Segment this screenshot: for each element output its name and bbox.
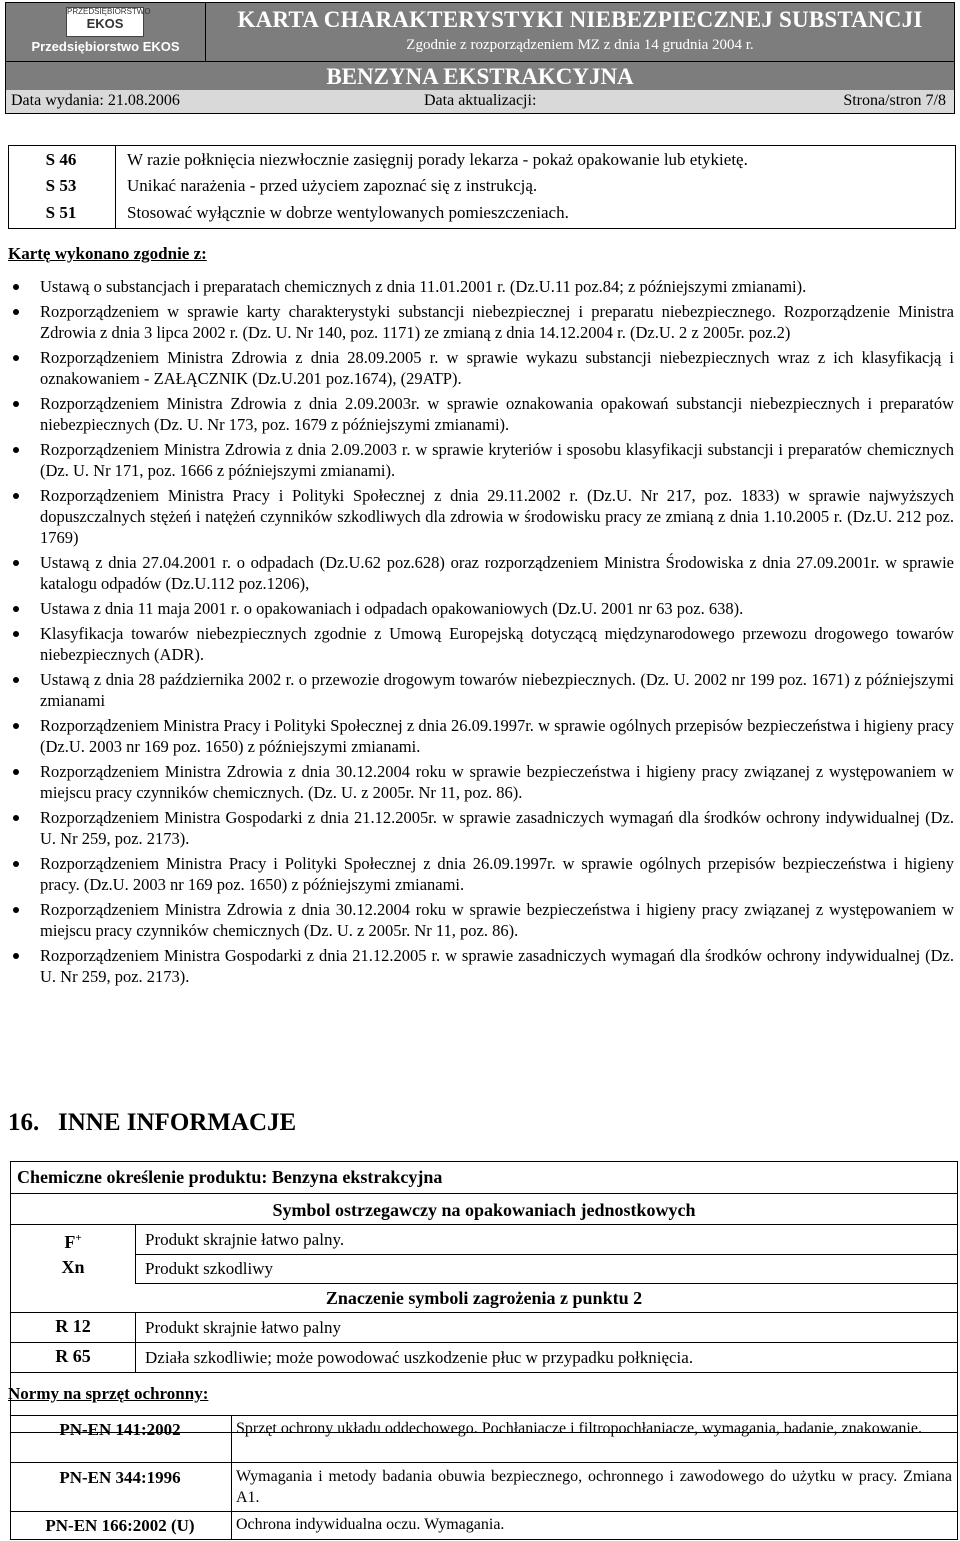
title-cell: [206, 3, 954, 61]
issue-date: Data wydania: 21.08.2006: [11, 92, 180, 109]
substance-name: BENZYNA EKSTRAKCYJNA: [326, 64, 634, 89]
s-phrase-text: Stosować wyłącznie w dobrze wentylowanych pomieszczeniach.: [127, 203, 569, 222]
norm-description: Ochrona indywidualna oczu. Wymagania.: [236, 1516, 505, 1533]
legal-reference-item: Rozporządzeniem Ministra Zdrowia z dnia 30.12.2004 roku w sprawie bezpieczeństwa i higieny pracy związanej z występowaniem w miejscu pracy czynników chemicznych (Dz. U. z 2005r. Nr 11, poz. 86).: [8, 899, 954, 941]
document-title: KARTA CHARAKTERYSTYKI NIEBEZPIECZNEJ SUBSTANCJI: [237, 7, 923, 32]
table-rule: [135, 1254, 957, 1255]
r-phrase-code: R 12: [55, 1316, 91, 1336]
norm-description: Wymagania i metody badania obuwia bezpiecznego, ochronnego i zawodowego do użytku w pracy. Zmiana A1.: [236, 1468, 952, 1506]
company-name: Przedsiębiorstwo EKOS: [31, 39, 180, 54]
r-phrase-text: Działa szkodliwie; może powodować uszkodzenie płuc w przypadku połknięcia.: [145, 1348, 694, 1367]
logo-subtext: PRZEDSIĘBIORSTWO: [67, 7, 151, 16]
substance-cell: [6, 61, 954, 90]
legal-reference-item: Ustawą z dnia 27.04.2001 r. o odpadach (Dz.U.62 poz.628) oraz rozporządzeniem Ministra Środowiska z dnia 27.09.2001r. w sprawie katalogu odpadów (Dz.U.112 poz.1206),: [8, 552, 954, 594]
table-rule: [11, 1312, 957, 1313]
update-date: Data aktualizacji:: [424, 92, 537, 109]
legal-reference-item: Rozporządzeniem Ministra Gospodarki z dnia 21.12.2005r. w sprawie zasadniczych wymagań dla środków ochrony indywidualnej (Dz. U. Nr 259, poz. 2173).: [8, 807, 954, 849]
legal-reference-item: Rozporządzeniem Ministra Gospodarki z dnia 21.12.2005 r. w sprawie zasadniczych wymagań dla środków ochrony indywidualnej (Dz. U. Nr 259, poz. 2173).: [8, 945, 954, 987]
table-column-divider: [135, 1224, 136, 1284]
legal-reference-item: Rozporządzeniem Ministra Zdrowia z dnia 28.09.2005 r. w sprawie wykazu substancji niebezpiecznych wraz z ich klasyfikacją i oznakowaniem - ZAŁĄCZNIK (Dz.U.201 poz.1674), (29ATP).: [8, 347, 954, 389]
legal-reference-item: Ustawa z dnia 11 maja 2001 r. o opakowaniach i odpadach opakowaniowych (Dz.U. 2001 nr 63 poz. 638).: [8, 598, 954, 619]
s-phrase-text: W razie połknięcia niezwłocznie zasięgnij porady lekarza - pokaż opakowanie lub etykietę.: [127, 150, 748, 169]
table-rule: [11, 1342, 957, 1343]
norm-code: PN-EN 344:1996: [59, 1468, 181, 1487]
legal-reference-item: Rozporządzeniem Ministra Zdrowia z dnia 2.09.2003 r. w sprawie kryteriów i sposobu klasyfikacji substancji i preparatów chemicznych (Dz. U. Nr 171, poz. 1666 z późniejszymi zmianami).: [8, 439, 954, 481]
hazard-symbol-text: Produkt szkodliwy: [145, 1259, 273, 1278]
document-header: [5, 2, 955, 114]
legal-references-list: [8, 276, 954, 991]
r-phrase-code: R 65: [55, 1346, 91, 1366]
table-rule: [135, 1283, 957, 1284]
s-phrase-row: [9, 202, 955, 226]
chemical-name-label: Chemiczne określenie produktu: Benzyna ekstrakcyjna: [11, 1162, 957, 1194]
table-rule: [11, 1462, 957, 1463]
legal-reference-item: Rozporządzeniem Ministra Pracy i Polityki Społecznej z dnia 26.09.1997r. w sprawie ogólnych przepisów bezpieczeństwa i higieny pracy. (Dz.U. 2003 nr 169 poz. 1650) z późniejszymi zmianami.: [8, 853, 954, 895]
table-column-divider: [231, 1416, 232, 1539]
legal-reference-item: Rozporządzeniem Ministra Zdrowia z dnia 2.09.2003r. w sprawie oznakowania opakowań substancji niebezpiecznych i preparatów niebezpiecznych (Dz. U. Nr 173, poz. 1679 z późniejszymi zmianami).: [8, 393, 954, 435]
table-rule: [11, 1372, 957, 1373]
symbols-heading: Symbol ostrzegawczy na opakowaniach jednostkowych: [272, 1200, 696, 1220]
hazard-symbol-letter: F: [64, 1232, 76, 1252]
hazard-symbol-sup: +: [75, 1232, 82, 1244]
legal-reference-item: Rozporządzeniem Ministra Zdrowia z dnia 30.12.2004 roku w sprawie bezpieczeństwa i higieny pracy związanej z występowaniem w miejscu pracy czynników chemicznych. (Dz. U. z 2005r. Nr 11, poz. 86).: [8, 761, 954, 803]
logo-text: EKOS: [86, 16, 124, 31]
norms-heading: Normy na sprzęt ochronny:: [8, 1384, 209, 1403]
legal-reference-item: Ustawą z dnia 28 października 2002 r. o przewozie drogowym towarów niebezpiecznych. (Dz. U. 2002 nr 199 poz. 1671) z późniejszymi zmianami: [8, 669, 954, 711]
table-column-divider: [135, 1312, 136, 1372]
r-phrase-text: Produkt skrajnie łatwo palny: [145, 1318, 341, 1337]
norm-description: Sprzęt ochrony układu oddechowego. Pochłaniacze i filtropochłaniacze, wymagania, badanie, znakowanie.: [236, 1420, 922, 1437]
s-phrase-row: [9, 149, 955, 173]
header-top-block: [5, 2, 955, 90]
legal-reference-item: Rozporządzeniem Ministra Pracy i Polityki Społecznej z dnia 29.11.2002 r. (Dz.U. Nr 217, poz. 1833) w sprawie najwyższych dopuszczalnych stężeń i natężeń czynników szkodliwych dla zdrowia w środowisku pracy ze zmianą z dnia 1.10.2005 r. (Dz.U. 212 poz. 1769): [8, 485, 954, 548]
hazard-symbol-text: Produkt skrajnie łatwo palny.: [145, 1230, 345, 1249]
page-number: Strona/stron 7/8: [843, 92, 946, 109]
table-rule: [11, 1511, 957, 1512]
logo-cell: [6, 3, 206, 61]
legal-reference-item: Klasyfikacja towarów niebezpiecznych zgodnie z Umową Europejską dotyczącą międzynarodowego przewozu drogowego towarów niebezpiecznych (ADR).: [8, 623, 954, 665]
document-subtitle: Zgodnie z rozporządzeniem MZ z dnia 14 grudnia 2004 r.: [406, 37, 754, 53]
made-according-heading: Kartę wykonano zgodnie z:: [8, 244, 207, 263]
s-phrase-code: S 51: [45, 203, 77, 222]
s-phrases-table: [8, 145, 956, 229]
legal-reference-item: Rozporządzeniem w sprawie karty charakterystyki substancji niebezpiecznej i preparatu niebezpiecznego. Rozporządzenie Ministra Zdrowia z dnia 3 lipca 2002 r. (Dz. U. Nr 140, poz. 1171) ze zmianą z dnia 14.12.2004 r. (Dz.U. 2 z 2005r. poz.2): [8, 301, 954, 343]
norm-code: PN-EN 141:2002: [59, 1420, 181, 1439]
s-phrase-code: S 46: [45, 150, 77, 169]
s-phrase-row: [9, 175, 955, 199]
norm-code: PN-EN 166:2002 (U): [45, 1516, 195, 1535]
header-meta-row: [5, 90, 955, 114]
s-phrase-text: Unikać narażenia - przed użyciem zapoznać się z instrukcją.: [127, 176, 538, 195]
table-rule: [11, 1224, 957, 1225]
company-logo: [66, 7, 151, 37]
hazard-symbol-code: Xn: [61, 1257, 85, 1277]
hazard-symbol-code: [11, 1228, 135, 1253]
s-phrase-code: S 53: [45, 176, 77, 195]
r-phrases-heading: Znaczenie symboli zagrożenia z punktu 2: [325, 1288, 643, 1308]
norms-table: [10, 1415, 958, 1540]
section-16-title: 16. INNE INFORMACJE: [8, 1109, 297, 1136]
legal-reference-item: Rozporządzeniem Ministra Pracy i Polityki Społecznej z dnia 26.09.1997r. w sprawie ogólnych przepisów bezpieczeństwa i higieny pracy (Dz.U. 2003 nr 169 poz. 1650) z późniejszymi zmianami.: [8, 715, 954, 757]
legal-reference-item: Ustawą o substancjach i preparatach chemicznych z dnia 11.01.2001 r. (Dz.U.11 poz.84; z późniejszymi zmianami).: [8, 276, 954, 297]
